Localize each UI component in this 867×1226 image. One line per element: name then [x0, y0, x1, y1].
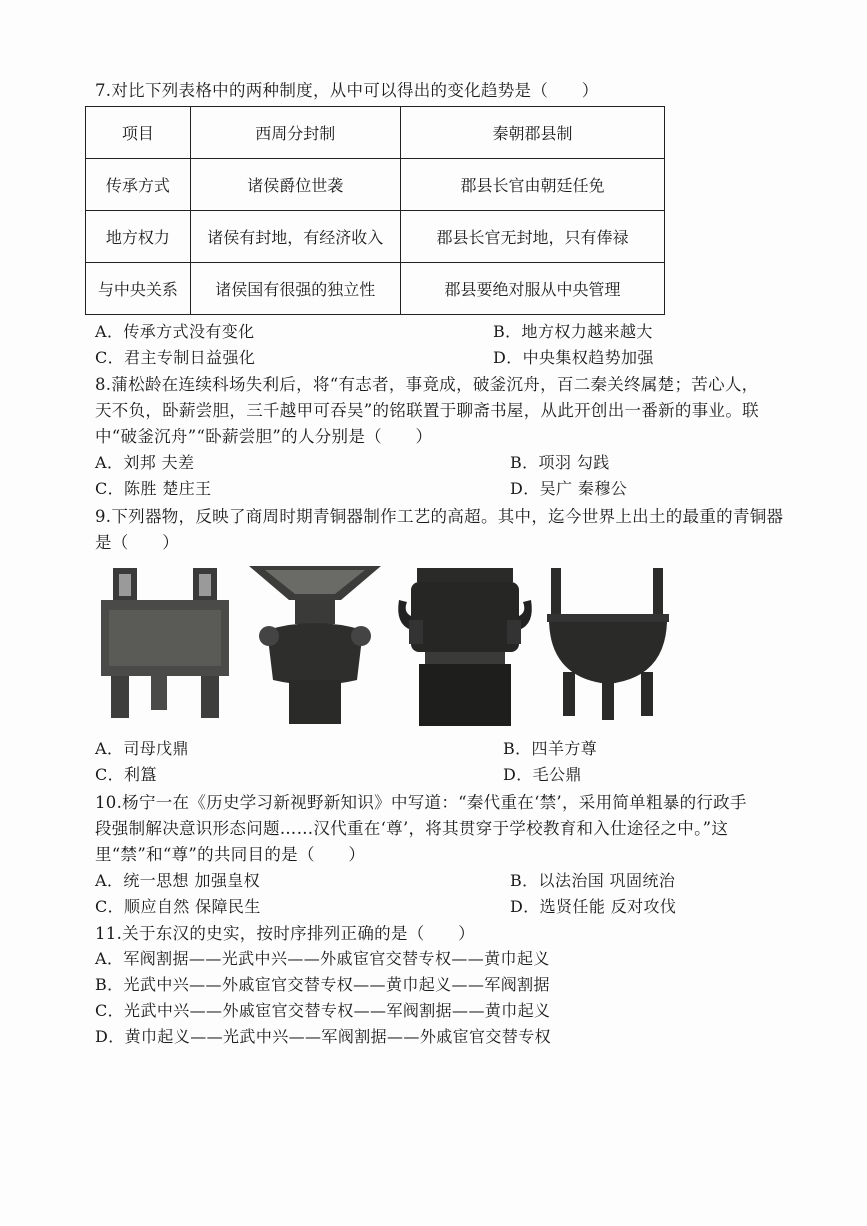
q7-option-a[interactable]: A．传承方式没有变化 — [95, 322, 255, 341]
question-10-line: 里“禁”和“尊”的共同目的是（ ） — [95, 845, 366, 864]
q11-option-a[interactable]: A．军阀割据——光武中兴——外戚宦官交替专权——黄巾起义 — [95, 949, 550, 968]
table-header-row — [86, 107, 665, 159]
q9-option-c[interactable]: C．利簋 — [95, 765, 157, 784]
table-cell: 诸侯有封地，有经济收入 — [190, 211, 400, 263]
table-row — [86, 263, 665, 315]
q8-option-b[interactable]: B．项羽 勾践 — [510, 453, 610, 472]
question-8-line: 8.蒲松龄在连续科场失利后，将“有志者，事竟成，破釜沉舟，百二秦关终属楚；苦心人， — [95, 375, 759, 394]
table-header-cell: 项目 — [86, 107, 191, 159]
q8-option-a[interactable]: A．刘邦 夫差 — [95, 453, 195, 472]
table-header-cell: 秦朝郡县制 — [400, 107, 664, 159]
q9-option-b[interactable]: B．四羊方尊 — [503, 739, 598, 758]
table-cell: 与中央关系 — [86, 263, 191, 315]
q7-option-d[interactable]: D．中央集权趋势加强 — [493, 348, 654, 367]
table-cell: 诸侯国有很强的独立性 — [190, 263, 400, 315]
q8-option-d[interactable]: D．吴广 秦穆公 — [510, 479, 628, 498]
question-10-line: 段强制解决意识形态问题……汉代重在‘尊’，将其贯穿于学校教育和入仕途径之中。”这 — [95, 819, 729, 838]
simuwu-ding-image — [95, 560, 235, 730]
q11-option-d[interactable]: D．黄巾起义——光武中兴——军阀割据——外戚宦官交替专权 — [95, 1027, 552, 1046]
q10-option-b[interactable]: B．以法治国 巩固统治 — [510, 871, 676, 890]
table-header-cell: 西周分封制 — [190, 107, 400, 159]
question-8-line: 天不负，卧薪尝胆，三千越甲可吞吴”的铭联置于聊斋书屋，从此开创出一番新的事业。联 — [95, 401, 759, 420]
q10-option-c[interactable]: C．顺应自然 保障民生 — [95, 897, 261, 916]
question-9-line: 是（ ） — [95, 533, 179, 552]
q11-option-c[interactable]: C．光武中兴——外戚宦官交替专权——军阀割据——黄巾起义 — [95, 1001, 551, 1020]
q7-option-b[interactable]: B．地方权力越来越大 — [493, 322, 653, 341]
table-cell: 传承方式 — [86, 159, 191, 211]
table-cell: 郡县长官无封地，只有俸禄 — [400, 211, 664, 263]
comparison-table — [85, 106, 665, 315]
question-11-stem: 11.关于东汉的史实，按时序排列正确的是（ ） — [95, 924, 475, 943]
q7-option-c[interactable]: C．君主专制日益强化 — [95, 348, 256, 367]
maogong-ding-image — [545, 560, 675, 730]
four-ram-zun-image — [245, 560, 385, 730]
question-10-line: 10.杨宁一在《历史学习新视野新知识》中写道：“秦代重在‘禁’，采用简单粗暴的行政手 — [95, 793, 747, 812]
question-7-stem: 7.对比下列表格中的两种制度，从中可以得出的变化趋势是（ ） — [95, 81, 599, 100]
table-row — [86, 159, 665, 211]
bronze-vessels-figure — [95, 560, 675, 730]
q9-option-d[interactable]: D．毛公鼎 — [503, 765, 582, 784]
q8-option-c[interactable]: C．陈胜 楚庄王 — [95, 479, 212, 498]
q9-option-a[interactable]: A．司母戊鼎 — [95, 739, 189, 758]
q10-option-d[interactable]: D．选贤任能 反对攻伐 — [510, 897, 677, 916]
table-row — [86, 211, 665, 263]
question-8-line: 中“破釜沉舟”“卧薪尝胆”的人分别是（ ） — [95, 427, 433, 446]
table-cell: 郡县要绝对服从中央管理 — [400, 263, 664, 315]
li-gui-image — [395, 560, 535, 730]
question-9-line: 9.下列器物，反映了商周时期青铜器制作工艺的高超。其中，迄今世界上出土的最重的青铜器 — [95, 507, 784, 526]
table-cell: 地方权力 — [86, 211, 191, 263]
table-cell: 郡县长官由朝廷任免 — [400, 159, 664, 211]
q11-option-b[interactable]: B．光武中兴——外戚宦官交替专权——黄巾起义——军阀割据 — [95, 975, 550, 994]
table-cell: 诸侯爵位世袭 — [190, 159, 400, 211]
q10-option-a[interactable]: A．统一思想 加强皇权 — [95, 871, 261, 890]
